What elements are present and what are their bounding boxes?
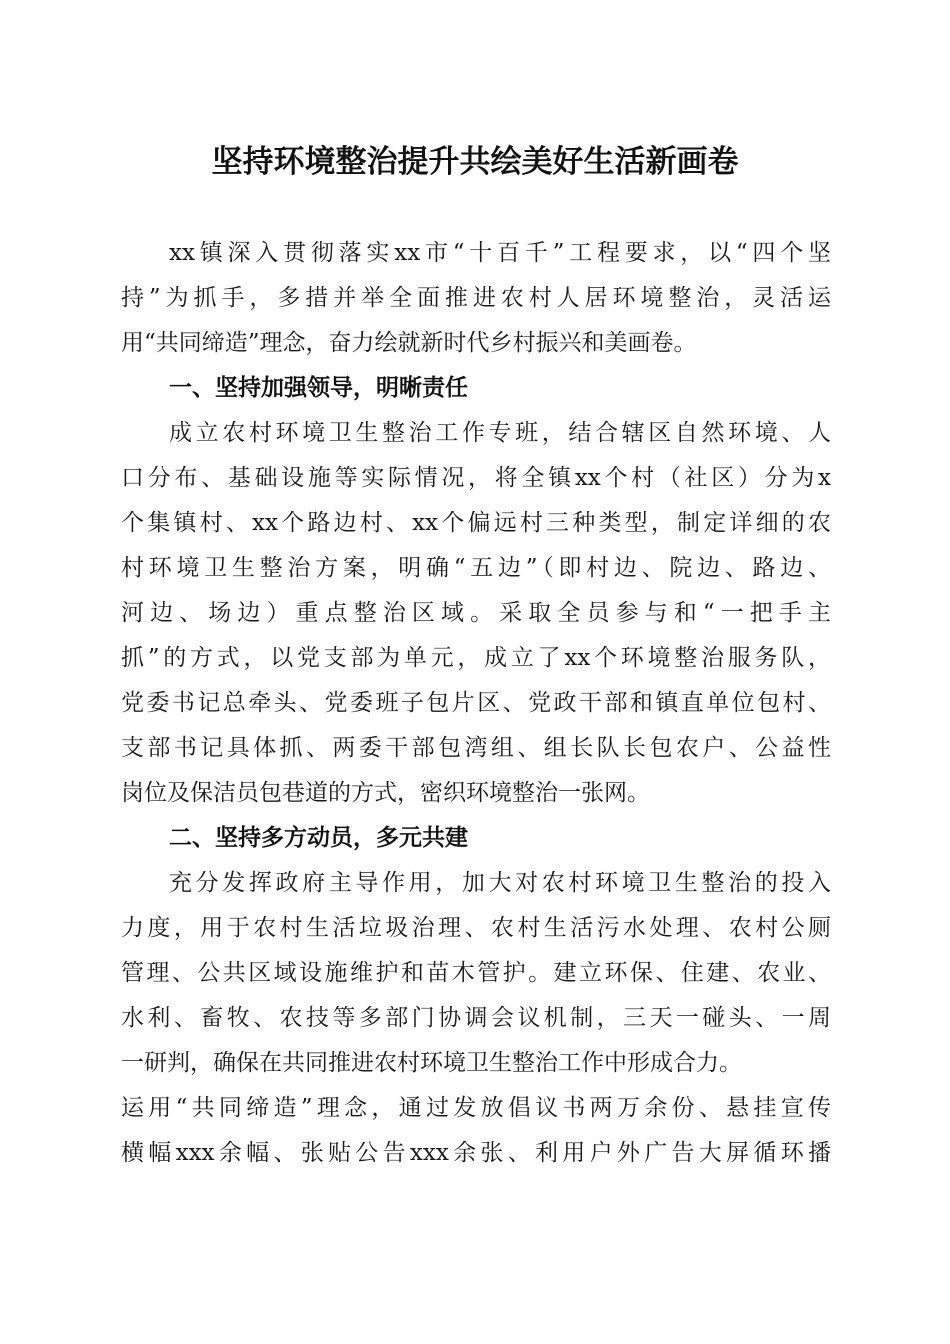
section1-line-3: 个集镇村、xx个路边村、xx个偏远村三种类型，制定详细的农 [121, 510, 831, 536]
section2-heading: 二、坚持多方动员，多元共建 [169, 825, 468, 851]
section1-line-1: 成立农村环境卫生整治工作专班，结合辖区自然环境、人 [169, 420, 831, 446]
section1-heading: 一、坚持加强领导，明晰责任 [169, 375, 468, 401]
intro-line-1: xx镇深入贯彻落实xx市“十百千”工程要求，以“四个坚 [169, 240, 831, 266]
section1-line-4: 村环境卫生整治方案，明确“五边”（即村边、院边、路边、 [121, 555, 831, 581]
section1-line-9: 岗位及保洁员包巷道的方式，密织环境整治一张网。 [121, 780, 650, 806]
section2-line-7: 横幅xxx余幅、张贴公告xxx余张、利用户外广告大屏循环播 [121, 1140, 831, 1166]
section1-line-8: 支部书记具体抓、两委干部包湾组、组长队长包农户、公益性 [121, 735, 831, 761]
intro-line-2: 持”为抓手，多措并举全面推进农村人居环境整治，灵活运 [121, 285, 831, 311]
section1-line-7: 党委书记总牵头、党委班子包片区、党政干部和镇直单位包村、 [121, 690, 831, 716]
section2-line-3: 管理、公共区域设施维护和苗木管护。建立环保、住建、农业、 [121, 960, 831, 986]
section1-line-2: 口分布、基础设施等实际情况，将全镇xx个村（社区）分为x [121, 465, 831, 491]
document-title: 坚持环境整治提升共绘美好生活新画卷 [211, 144, 739, 180]
section2-line-1: 充分发挥政府主导作用，加大对农村环境卫生整治的投入 [169, 870, 831, 896]
section2-line-2: 力度，用于农村生活垃圾治理、农村生活污水处理、农村公厕 [121, 915, 831, 941]
intro-line-3: 用“共同缔造”理念，奋力绘就新时代乡村振兴和美画卷。 [121, 330, 697, 356]
section1-line-6: 抓”的方式，以党支部为单元，成立了xx个环境整治服务队， [121, 645, 831, 671]
section2-line-5: 一研判，确保在共同推进农村环境卫生整治工作中形成合力。 [121, 1050, 742, 1076]
section2-line-6: 运用“共同缔造”理念，通过发放倡议书两万余份、悬挂宣传 [121, 1095, 831, 1121]
section1-line-5: 河边、场边）重点整治区域。采取全员参与和“一把手主 [121, 600, 831, 626]
section2-line-4: 水利、畜牧、农技等多部门协调会议机制，三天一碰头、一周 [121, 1005, 831, 1031]
